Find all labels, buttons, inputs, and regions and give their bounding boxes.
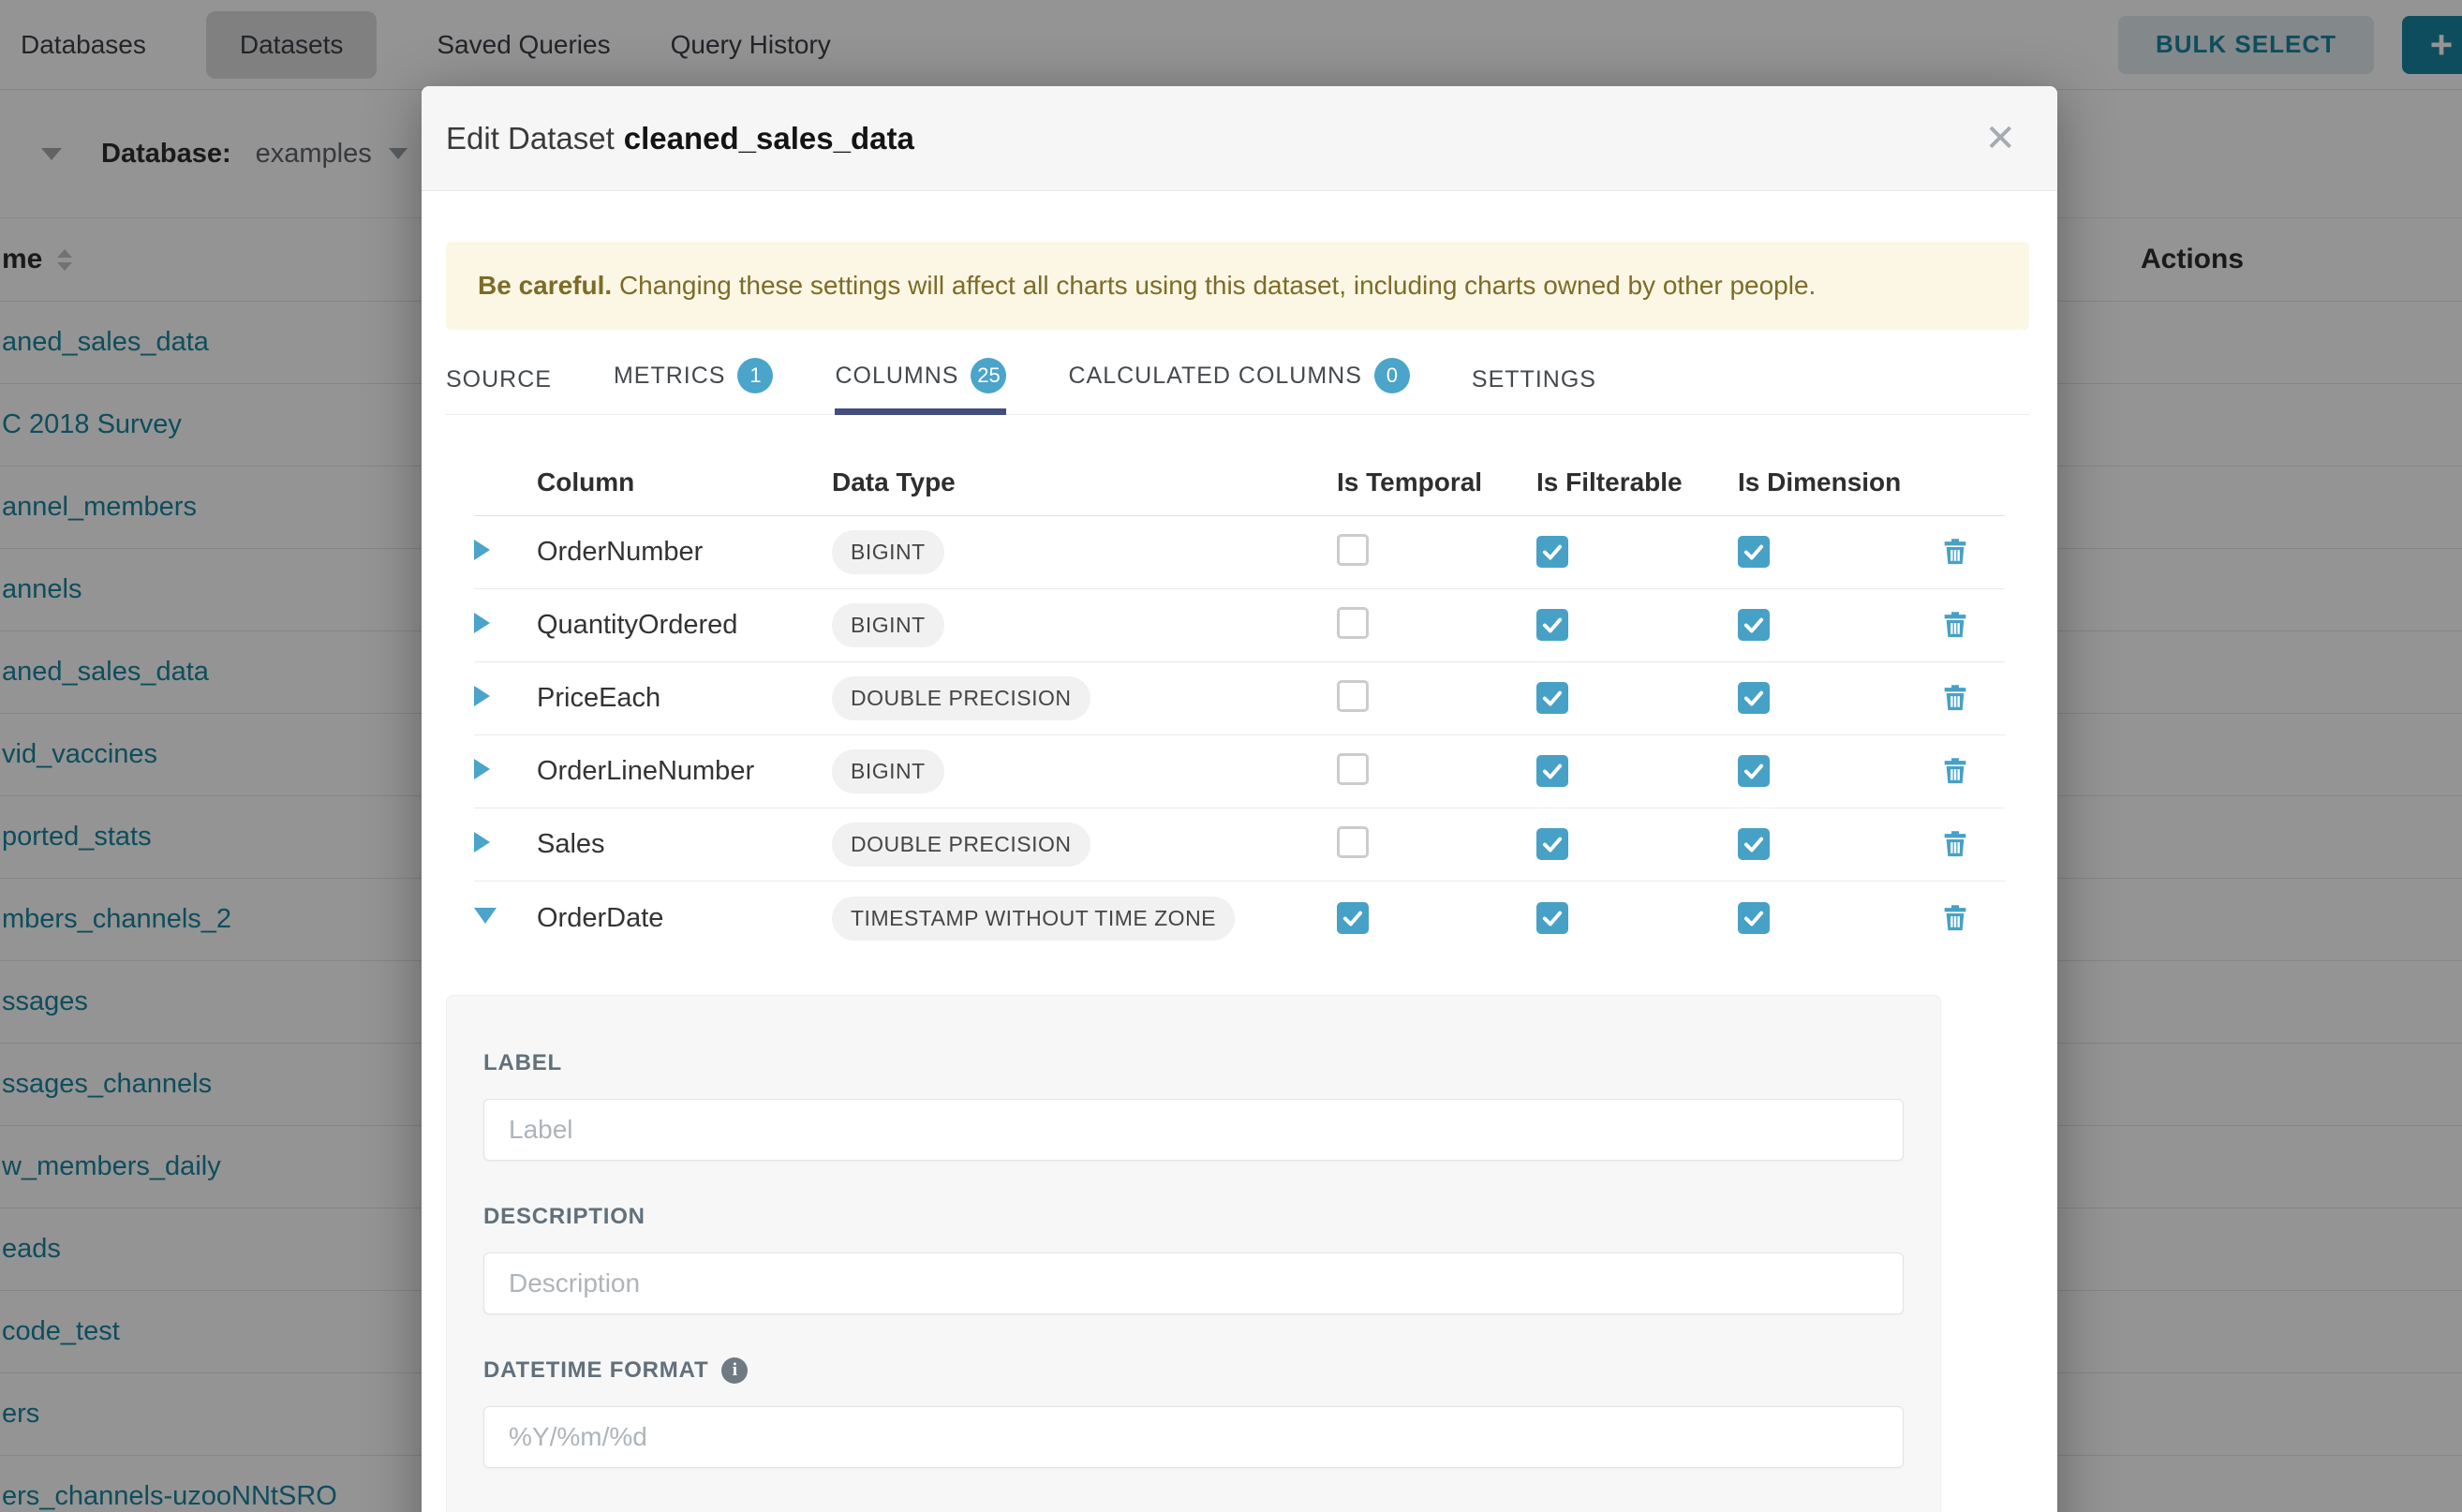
column-row [474, 735, 2005, 808]
column-row [474, 589, 2005, 662]
tab-calculated-columns[interactable] [1068, 358, 1409, 414]
is-filterable-checkbox[interactable] [1536, 902, 1568, 934]
data-type-pill: BIGINT [832, 749, 944, 793]
column-detail-panel [446, 995, 1941, 1512]
column-row [474, 662, 2005, 735]
dataset-name: cleaned_sales_data [623, 120, 914, 156]
close-icon[interactable]: ✕ [1980, 116, 2020, 161]
delete-column-button[interactable] [1939, 901, 1971, 936]
tab-source[interactable] [446, 366, 552, 414]
dataset-link[interactable]: ssages [2, 986, 88, 1016]
datetime-format-input[interactable] [483, 1406, 1904, 1468]
description-input[interactable] [483, 1253, 1904, 1314]
tab-label: METRICS [613, 362, 726, 389]
column-header-is-filterable: Is Filterable [1536, 467, 1683, 497]
dataset-link[interactable]: annel_members [2, 492, 197, 522]
is-filterable-checkbox[interactable] [1536, 609, 1568, 641]
is-temporal-checkbox[interactable] [1337, 680, 1369, 712]
label-input[interactable] [483, 1099, 1904, 1161]
is-dimension-checkbox[interactable] [1738, 682, 1770, 714]
tab-label: SETTINGS [1471, 366, 1596, 393]
trash-icon [1939, 827, 1971, 862]
dataset-link[interactable]: C 2018 Survey [2, 409, 182, 439]
dataset-link[interactable]: ported_stats [2, 822, 152, 852]
tab-count-badge: 25 [971, 358, 1006, 393]
column-row [474, 516, 2005, 589]
tab-label: CALCULATED COLUMNS [1068, 362, 1362, 389]
modal-body [422, 242, 2057, 1512]
delete-column-button[interactable] [1939, 754, 1971, 789]
trash-icon [1939, 754, 1971, 789]
is-dimension-checkbox[interactable] [1738, 902, 1770, 934]
column-row [474, 808, 2005, 882]
column-name: PriceEach [537, 683, 661, 713]
dataset-link[interactable]: ers_channels-uzooNNtSRO [2, 1481, 337, 1511]
nav-tab-saved-queries[interactable]: Saved Queries [437, 29, 611, 59]
collapse-caret-icon[interactable] [474, 908, 497, 924]
is-filterable-checkbox[interactable] [1536, 682, 1568, 714]
dataset-link[interactable]: aned_sales_data [2, 657, 209, 687]
actions-column-header: Actions [2141, 244, 2245, 274]
is-temporal-checkbox[interactable] [1337, 534, 1369, 566]
edit-dataset-modal [422, 86, 2057, 1512]
data-type-pill: DOUBLE PRECISION [832, 676, 1090, 720]
is-dimension-checkbox[interactable] [1738, 755, 1770, 787]
datetime-format-label: DATETIME FORMAT [483, 1357, 709, 1383]
is-dimension-checkbox[interactable] [1738, 609, 1770, 641]
dataset-link[interactable]: ssages_channels [2, 1069, 213, 1099]
is-temporal-checkbox[interactable] [1337, 902, 1369, 934]
dataset-link[interactable]: w_members_daily [2, 1151, 221, 1181]
expand-caret-icon[interactable] [474, 540, 490, 560]
database-filter-label: Database: [101, 138, 231, 169]
dataset-link[interactable]: aned_sales_data [2, 327, 209, 357]
column-name: OrderDate [537, 902, 664, 933]
column-row [474, 882, 2005, 955]
dataset-link[interactable]: vid_vaccines [2, 739, 158, 769]
data-type-pill: BIGINT [832, 530, 944, 574]
dataset-link[interactable]: mbers_channels_2 [2, 904, 232, 934]
datetime-format-field-group [483, 1357, 1904, 1468]
is-dimension-checkbox[interactable] [1738, 828, 1770, 860]
is-filterable-checkbox[interactable] [1536, 536, 1568, 568]
description-label: DESCRIPTION [483, 1204, 645, 1229]
is-dimension-checkbox[interactable] [1738, 536, 1770, 568]
column-header-is-dimension: Is Dimension [1738, 467, 1902, 497]
column-name: OrderLineNumber [537, 756, 755, 786]
data-type-pill: BIGINT [832, 603, 944, 647]
info-icon[interactable]: i [721, 1357, 748, 1384]
is-temporal-checkbox[interactable] [1337, 753, 1369, 785]
is-filterable-checkbox[interactable] [1536, 755, 1568, 787]
column-header-column: Column [537, 467, 635, 497]
is-filterable-checkbox[interactable] [1536, 828, 1568, 860]
label-field-group [483, 1050, 1904, 1161]
bulk-select-button[interactable]: BULK SELECT [2118, 16, 2374, 74]
expand-caret-icon[interactable] [474, 759, 490, 779]
data-type-pill: DOUBLE PRECISION [832, 823, 1090, 867]
warning-banner [446, 242, 2029, 330]
tab-label: COLUMNS [835, 362, 959, 389]
column-name: OrderNumber [537, 537, 704, 567]
tab-label: SOURCE [446, 366, 552, 393]
delete-column-button[interactable] [1939, 681, 1971, 716]
data-type-pill: TIMESTAMP WITHOUT TIME ZONE [832, 897, 1235, 941]
dataset-link[interactable]: annels [2, 574, 82, 604]
columns-table-header [474, 449, 2005, 516]
modal-title: Edit Dataset cleaned_sales_data [446, 120, 914, 156]
modal-tabs [446, 358, 2029, 415]
dataset-link[interactable]: ers [2, 1399, 40, 1429]
column-header-data-type: Data Type [832, 467, 956, 497]
modal-header [422, 86, 2057, 191]
column-name: Sales [537, 829, 605, 859]
warning-text: Be careful. Changing these settings will affect all charts using this dataset, including charts owned by other people. [478, 271, 1817, 300]
nav-tab-databases[interactable]: Databases [21, 29, 146, 59]
tab-columns[interactable] [835, 358, 1006, 414]
tab-count-badge: 0 [1374, 358, 1410, 393]
column-name: QuantityOrdered [537, 610, 738, 640]
nav-tab-datasets[interactable]: Datasets [206, 11, 378, 79]
delete-column-button[interactable] [1939, 608, 1971, 643]
expand-caret-icon[interactable] [474, 613, 490, 633]
trash-icon [1939, 608, 1971, 643]
trash-icon [1939, 535, 1971, 570]
is-temporal-checkbox[interactable] [1337, 826, 1369, 858]
name-column-header[interactable]: me [2, 244, 43, 274]
expand-caret-icon[interactable] [474, 832, 490, 852]
database-filter-value[interactable]: examples [255, 138, 372, 169]
nav-tab-query-history[interactable]: Query History [670, 29, 831, 59]
description-field-group [483, 1204, 1904, 1314]
is-temporal-checkbox[interactable] [1337, 607, 1369, 639]
delete-column-button[interactable] [1939, 827, 1971, 862]
label-label: LABEL [483, 1050, 562, 1075]
trash-icon [1939, 681, 1971, 716]
trash-icon [1939, 901, 1971, 936]
tab-settings[interactable] [1472, 366, 1596, 414]
tab-metrics[interactable] [614, 358, 774, 414]
expand-caret-icon[interactable] [474, 686, 490, 706]
columns-table-body [474, 516, 2005, 955]
columns-table [474, 449, 2005, 955]
column-header-is-temporal: Is Temporal [1337, 467, 1483, 497]
tab-count-badge: 1 [737, 358, 773, 393]
dataset-link[interactable]: code_test [2, 1316, 120, 1346]
add-dataset-button[interactable]: + [2402, 16, 2462, 74]
dataset-link[interactable]: eads [2, 1234, 61, 1264]
delete-column-button[interactable] [1939, 535, 1971, 570]
